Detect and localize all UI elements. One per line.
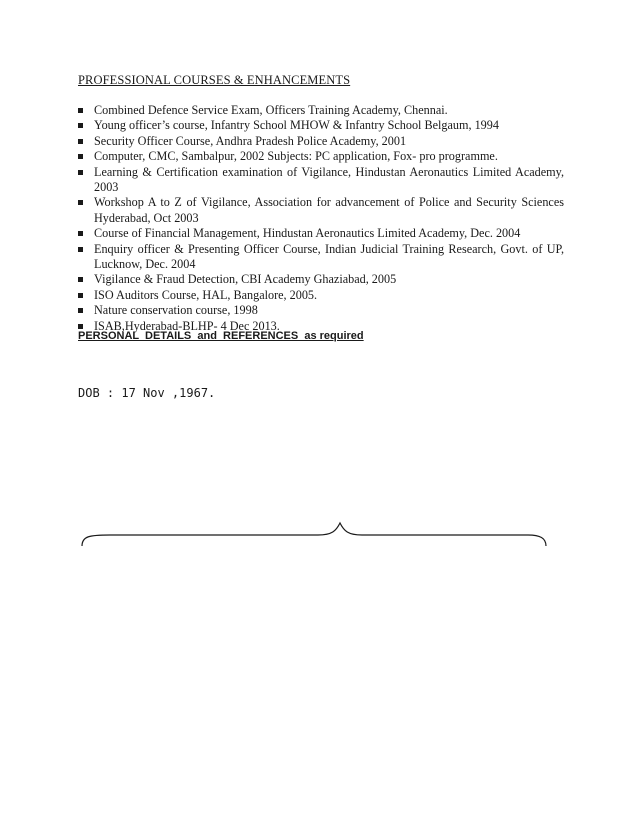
course-text: ISAB,Hyderabad-BLHP- 4 Dec 2013. (94, 318, 280, 333)
square-bullet-icon (78, 108, 83, 113)
square-bullet-icon (78, 139, 83, 144)
square-bullet-icon (78, 247, 83, 252)
section-title: PROFESSIONAL COURSES & ENHANCEMENTS (78, 73, 351, 87)
list-item (78, 272, 564, 287)
list-item (78, 118, 564, 133)
course-text: Computer, CMC, Sambalpur, 2002 Subjects: PC application, Fox- pro programme. (94, 149, 498, 164)
course-list (78, 103, 564, 334)
square-bullet-icon (78, 123, 83, 128)
date-of-birth: DOB : 17 Nov ,1967. (78, 386, 216, 400)
curly-brace-icon (80, 520, 550, 550)
list-item (78, 165, 564, 196)
course-text: Young officer’s course, Infantry School MHOW & Infantry School Belgaum, 1994 (94, 118, 499, 133)
course-text: Vigilance & Fraud Detection, CBI Academy Ghaziabad, 2005 (94, 272, 397, 287)
course-text: Enquiry officer & Presenting Officer Course, Indian Judicial Training Research, Govt. of UP, Lucknow, Dec. 2004 (94, 241, 564, 272)
list-item (78, 195, 564, 226)
list-item (78, 134, 564, 149)
list-item (78, 242, 564, 273)
course-text: Course of Financial Management, Hindustan Aeronautics Limited Academy, Dec. 2004 (94, 226, 521, 241)
list-item (78, 149, 564, 164)
list-item (78, 226, 564, 241)
personal-details-heading: PERSONAL DETAILS and REFERENCES as required (78, 330, 364, 342)
list-item (78, 103, 564, 118)
square-bullet-icon (78, 308, 83, 313)
course-text: ISO Auditors Course, HAL, Bangalore, 2005. (94, 287, 318, 302)
course-text: Nature conservation course, 1998 (94, 303, 258, 318)
square-bullet-icon (78, 324, 83, 329)
square-bullet-icon (78, 170, 83, 175)
square-bullet-icon (78, 231, 83, 236)
square-bullet-icon (78, 293, 83, 298)
list-item (78, 303, 564, 318)
square-bullet-icon (78, 154, 83, 159)
course-text: Learning & Certification examination of Vigilance, Hindustan Aeronautics Limited Academy, 2003 (94, 164, 564, 195)
course-text: Workshop A to Z of Vigilance, Association for advancement of Police and Security Sciences Hyderabad, Oct 2003 (94, 195, 564, 225)
course-text: Combined Defence Service Exam, Officers Training Academy, Chennai. (94, 103, 448, 117)
list-item (78, 288, 564, 303)
square-bullet-icon (78, 277, 83, 282)
course-text: Security Officer Course, Andhra Pradesh Police Academy, 2001 (94, 133, 407, 148)
square-bullet-icon (78, 200, 83, 205)
